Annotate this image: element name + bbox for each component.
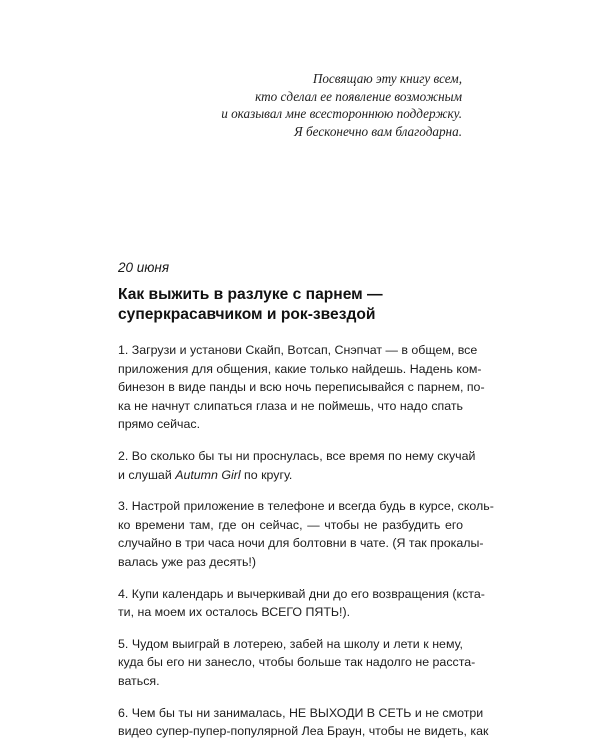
list-item-5 xyxy=(118,635,476,691)
list-item-6 xyxy=(118,704,489,741)
text-line: ти, на моем их осталось ВСЕГО ПЯТЬ!). xyxy=(118,605,351,620)
text-line: 4. Купи календарь и вычеркивай дни до его возвращения (кста- xyxy=(118,586,485,601)
list-item-1 xyxy=(118,341,485,434)
text-line: 3. Настрой приложение в телефоне и всегда будь в курсе, сколь- xyxy=(118,499,494,514)
dedication-line: кто сделал ее появление возможным xyxy=(255,88,462,104)
entry-title xyxy=(118,285,463,325)
song-title: Autumn Girl xyxy=(175,467,241,482)
text-line: 5. Чудом выиграй в лотерею, забей на школу и лети к нему, xyxy=(118,636,463,651)
text-fragment: и слушай xyxy=(118,467,176,482)
dedication-line: Посвящаю эту книгу всем, xyxy=(312,71,462,86)
text-line: 6. Чем бы ты ни занималась, НЕ ВЫХОДИ В СЕТЬ и не смотри xyxy=(118,705,484,720)
text-line: ваться. xyxy=(118,673,160,688)
diary-entry xyxy=(118,259,494,754)
dedication-line: Я бесконечно вам благодарна. xyxy=(294,123,462,139)
text-line xyxy=(118,466,463,485)
list-item-4 xyxy=(118,585,485,622)
text-line: 1. Загрузи и установи Скайп, Вотсап, Снэпчат — в общем, все xyxy=(118,343,478,357)
dedication xyxy=(122,70,462,140)
text-line: приложения для общения, какие только найдешь. Надень ком- xyxy=(118,361,482,376)
text-line: ка не начнут слипаться глаза и не поймешь, что надо спать xyxy=(118,398,463,413)
dedication-line: и оказывал мне всестороннюю поддержку. xyxy=(221,106,462,121)
entry-title-line: Как выжить в разлуке с парнем — xyxy=(118,286,383,303)
text-line: 2. Во сколько бы ты ни проснулась, все время по нему скучай xyxy=(118,448,476,463)
text-line: куда бы его ни занесло, чтобы больше так надолго не расста- xyxy=(118,655,476,670)
text-line: прямо сейчас. xyxy=(118,417,201,432)
list-item-3 xyxy=(118,497,494,571)
list-item-2 xyxy=(118,447,476,484)
entry-title-line: суперкрасавчиком и рок-звездой xyxy=(118,306,376,323)
text-line: ко времени там, где он сейчас, — чтобы не разбудить его xyxy=(118,517,463,532)
entry-date: 20 июня xyxy=(118,260,170,275)
text-fragment: по кругу. xyxy=(240,467,293,482)
text-line: бинезон в виде панды и всю ночь переписывайся с парнем, по- xyxy=(118,380,485,395)
text-line: валась уже раз десять!) xyxy=(118,554,256,569)
text-line: видео супер-пупер-популярной Леа Браун, чтобы не видеть, как xyxy=(118,724,489,739)
text-line: случайно в три часа ночи для болтовни в чате. (Я так прокалы- xyxy=(118,536,484,551)
